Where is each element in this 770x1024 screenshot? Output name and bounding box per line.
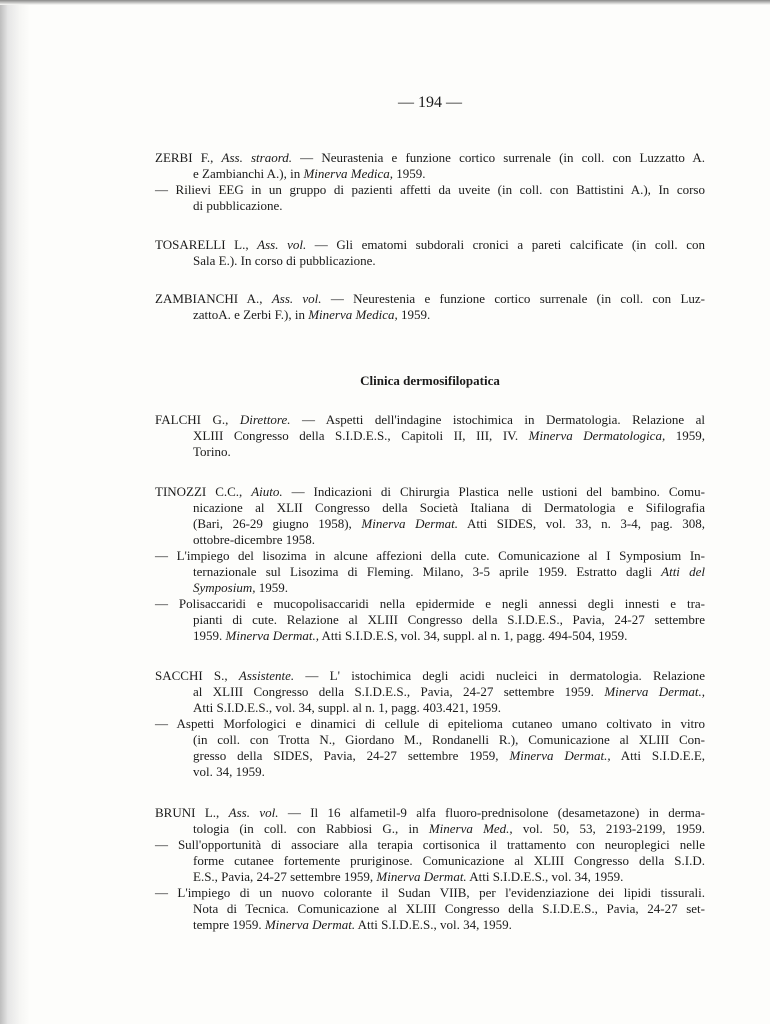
text-segment: — Aspetti Morfologici e dinamici di cellule di epitelioma cutaneo umano coltivato in vitro	[155, 716, 705, 731]
scan-top-edge	[0, 0, 770, 5]
text-segment: BRUNI L.,	[155, 805, 229, 820]
text-segment: — Indicazioni di Chirurgia Plastica nelle ustioni del bambino. Comu-	[282, 484, 705, 499]
text-segment: — L'impiego del lisozima in alcune affezioni della cute. Comunicazione al I Symposium In-	[155, 548, 705, 563]
text-segment: FALCHI G.,	[155, 412, 240, 427]
bibliography-entry	[155, 484, 705, 644]
entry-line	[155, 805, 705, 821]
italic-text: Ass. vol.	[271, 291, 322, 306]
text-segment: (Bari, 26-29 giugno 1958),	[193, 516, 362, 531]
page-number: — 194 —	[398, 94, 462, 111]
entry-line	[155, 428, 705, 444]
entry-line	[155, 668, 705, 684]
entry-line	[155, 444, 705, 460]
text-segment: (in coll. con Trotta N., Giordano M., Rondanelli R.), Comunicazione al XLIII Con-	[193, 732, 705, 747]
entry-line	[155, 198, 705, 214]
entry-line	[155, 764, 705, 780]
text-segment: — Polisaccaridi e mucopolisaccaridi nella epidermide e negli annessi degli innesti e tra-	[155, 596, 705, 611]
italic-text: Minerva Dermat.,	[509, 748, 611, 763]
entry-line	[155, 716, 705, 732]
text-segment: — Aspetti dell'indagine istochimica in Dermatologia. Relazione al	[290, 412, 705, 427]
text-segment: 1959.	[397, 307, 431, 322]
entry-line	[155, 182, 705, 198]
entry-line	[155, 901, 705, 917]
entry-line	[155, 500, 705, 516]
italic-text: Minerva Dermat.,	[604, 684, 705, 699]
section-heading: Clinica dermosifilopatica	[360, 373, 500, 388]
scan-edge-shadow	[0, 0, 30, 1024]
bibliography-entry	[155, 412, 705, 460]
text-segment: ZERBI F.,	[155, 150, 222, 165]
entry-line	[155, 412, 705, 428]
text-segment: — Rilievi EEG in un gruppo di pazienti affetti da uveite (in coll. con Battistini A.), In corso	[155, 182, 705, 197]
entry-line	[155, 732, 705, 748]
italic-text: Symposium,	[193, 580, 256, 595]
italic-text: Minerva Dermat.	[376, 869, 467, 884]
entry-line	[155, 253, 705, 269]
text-segment: 1959.	[255, 580, 288, 595]
text-segment: ZAMBIANCHI A.,	[155, 291, 272, 306]
text-segment: pianti di cute. Relazione al XLIII Congresso della S.I.D.E.S., Pavia, 24-27 settembre	[193, 612, 705, 627]
text-segment: TOSARELLI L.,	[155, 237, 258, 252]
italic-text: Aiuto.	[251, 484, 283, 499]
text-segment: — Neurastenia e funzione cortico surrenale (in coll. con Luzzatto A.	[292, 150, 705, 165]
italic-text: Minerva Dermat.	[264, 917, 356, 932]
italic-text: Minerva Medica,	[308, 307, 398, 322]
text-segment: TINOZZI C.C.,	[155, 484, 252, 499]
text-segment: Atti S.I.D.E.S, vol. 34, suppl. al n. 1, pagg. 494-504, 1959.	[319, 628, 628, 643]
entry-line	[155, 837, 705, 853]
text-segment: tempre 1959.	[193, 917, 265, 932]
italic-text: Minerva Dermat.	[361, 516, 459, 531]
entry-line	[155, 237, 705, 253]
entry-line	[155, 612, 705, 628]
italic-text: Minerva Dermat.,	[225, 628, 320, 643]
text-segment: Atti S.I.D.E.E,	[610, 748, 706, 763]
text-segment: Atti S.I.D.E.S., vol. 34, 1959.	[466, 869, 624, 884]
text-segment: XLIII Congresso della S.I.D.E.S., Capitoli II, III, IV.	[193, 428, 529, 443]
text-segment: 1959.	[193, 628, 226, 643]
text-segment: — Gli ematomi subdorali cronici a pareti calcificate (in coll. con	[306, 237, 706, 252]
text-segment: — Neurestenia e funzione cortico surrenale (in coll. con Luz-	[321, 291, 705, 306]
entry-line	[155, 917, 705, 933]
entry-line	[155, 166, 705, 182]
entry-line	[155, 484, 705, 500]
italic-text: Ass. vol.	[257, 237, 307, 252]
text-segment: nicazione al XLII Congresso della Società Italiana di Dermatologia e Sifilografia	[193, 500, 705, 515]
bibliography-entry	[155, 668, 705, 780]
text-segment: Atti S.I.D.E.S., vol. 34, suppl. al n. 1, pagg. 403.421, 1959.	[193, 700, 502, 715]
text-segment: — Il 16 alfametil-9 alfa fluoro-prednisolone (desametazone) in derma-	[278, 805, 706, 820]
entry-line	[155, 580, 705, 596]
italic-text: Atti del	[661, 564, 705, 579]
entry-line	[155, 628, 705, 644]
entry-line	[155, 548, 705, 564]
italic-text: Minerva Med.,	[428, 821, 513, 836]
italic-text: Direttore.	[239, 412, 291, 427]
entry-line	[155, 853, 705, 869]
text-segment: e Zambianchi A.), in	[193, 166, 304, 181]
text-segment: forme cutanee fortemente pruriginose. Comunicazione al XLIII Congresso della S.I.D.	[193, 853, 705, 868]
entry-line	[155, 885, 705, 901]
text-segment: vol. 50, 53, 2193-2199, 1959.	[512, 821, 705, 836]
text-segment: Nota di Tecnica. Comunicazione al XLIII Congresso della S.I.D.E.S., Pavia, 24-27 set-	[193, 901, 705, 916]
entry-line	[155, 700, 705, 716]
text-segment: E.S., Pavia, 24-27 settembre 1959,	[193, 869, 377, 884]
italic-text: Assistente.	[238, 668, 295, 683]
bibliography-entry	[155, 805, 705, 933]
text-segment: 1959,	[665, 428, 705, 443]
bibliography-entry	[155, 291, 705, 323]
text-segment: — Sull'opportunità di associare alla terapia cortisonica il trattamento con neuroplegici nelle	[155, 837, 705, 852]
text-segment: — L'impiego di un nuovo colorante il Sudan VIIB, per l'evidenziazione dei lipidi tissurali.	[155, 885, 705, 900]
entry-line	[155, 291, 705, 307]
text-segment: zattoA. e Zerbi F.), in	[193, 307, 309, 322]
italic-text: Minerva Medica,	[303, 166, 393, 181]
entry-line	[155, 596, 705, 612]
entry-line	[155, 516, 705, 532]
entry-line	[155, 532, 705, 548]
text-segment: Sala E.). In corso di pubblicazione.	[193, 253, 376, 268]
text-segment: ternazionale sul Lisozima di Fleming. Milano, 3-5 aprile 1959. Estratto dagli	[193, 564, 662, 579]
text-segment: Torino.	[193, 444, 231, 459]
entry-line	[155, 748, 705, 764]
text-segment: gresso della SIDES, Pavia, 24-27 settembre 1959,	[193, 748, 510, 763]
entry-line	[155, 869, 705, 885]
entry-line	[155, 684, 705, 700]
text-segment: vol. 34, 1959.	[193, 764, 265, 779]
text-segment: Atti SIDES, vol. 33, n. 3-4, pag. 308,	[458, 516, 705, 531]
entry-line	[155, 150, 705, 166]
italic-text: Ass. vol.	[228, 805, 279, 820]
entry-line	[155, 564, 705, 580]
entry-line	[155, 821, 705, 837]
text-segment: Atti S.I.D.E.S., vol. 34, 1959.	[355, 917, 512, 932]
text-segment: — L' istochimica degli acidi nucleici in dermatologia. Relazione	[294, 668, 705, 683]
text-segment: al XLIII Congresso della S.I.D.E.S., Pavia, 24-27 settembre 1959.	[193, 684, 605, 699]
bibliography-entry	[155, 237, 705, 269]
text-segment: di pubblicazione.	[193, 198, 283, 213]
bibliography-entry	[155, 150, 705, 214]
entry-line	[155, 307, 705, 323]
italic-text: Minerva Dermatologica,	[528, 428, 666, 443]
italic-text: Ass. straord.	[221, 150, 293, 165]
text-segment: tologia (in coll. con Rabbiosi G., in	[193, 821, 429, 836]
text-segment: SACCHI S.,	[155, 668, 239, 683]
text-segment: 1959.	[393, 166, 426, 181]
text-segment: ottobre-dicembre 1958.	[193, 532, 316, 547]
